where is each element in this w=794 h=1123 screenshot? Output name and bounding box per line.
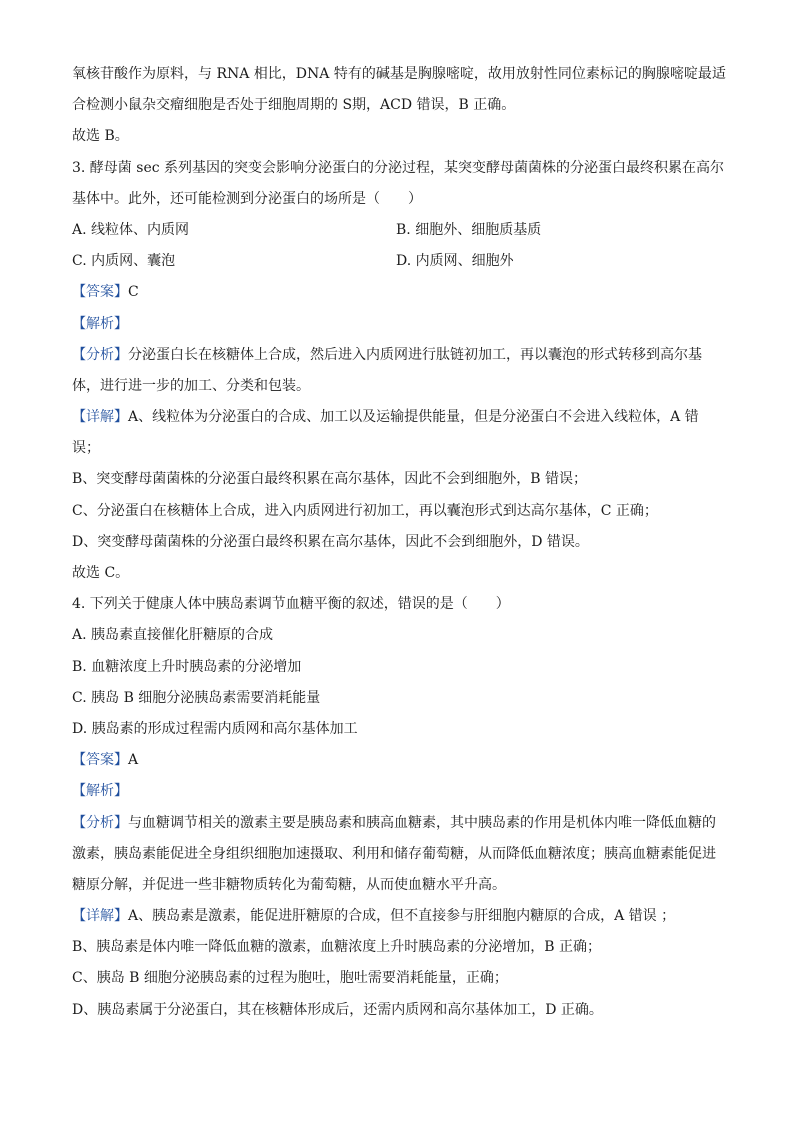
q4-detail-tag: 【详解】 [72, 908, 128, 925]
q3-answer-tag: 【答案】 [72, 284, 128, 301]
q3-stem-line-2: 基体中。此外，还可能检测到分泌蛋白的场所是（ ） [72, 190, 422, 207]
q3-conclusion: 故选 C。 [72, 565, 130, 581]
q4-fenxi-text-1: 与血糖调节相关的激素主要是胰岛素和胰高血糖素，其中胰岛素的作用是机体内唯一降低血糖的 [128, 814, 716, 831]
q4-fenxi-tag: 【分析】 [72, 814, 128, 831]
q2-conclusion: 故选 B。 [72, 128, 129, 145]
q3-detail-d: D、突变酵母菌菌株的分泌蛋白最终积累在高尔基体，因此不会到细胞外，D 错误。 [72, 533, 589, 550]
q3-fenxi-line-1 [72, 345, 724, 365]
q4-option-d: D. 胰岛素的形成过程需内质网和高尔基体加工 [72, 720, 358, 737]
q3-option-b: B. 细胞外、细胞质基质 [396, 221, 542, 238]
q4-option-c: C. 胰岛 B 细胞分泌胰岛素需要消耗能量 [72, 689, 321, 706]
q4-fenxi-line-1 [72, 813, 724, 833]
q2-explanation-line-2: 合检测小鼠杂交瘤细胞是否处于细胞周期的 S期，ACD 错误，B 正确。 [72, 97, 516, 114]
q3-fenxi-text-1: 分泌蛋白长在核糖体上合成，然后进入内质网进行肽链初加工，再以囊泡的形式转移到高尔基 [128, 346, 702, 363]
q3-answer [72, 282, 724, 302]
q4-answer-tag: 【答案】 [72, 752, 128, 769]
q4-detail-text-a: A、胰岛素是激素，能促进肝糖原的合成，但不直接参与肝细胞内糖原的合成，A 错误 ； [128, 908, 676, 925]
q3-detail-text-1: A、线粒体为分泌蛋白的合成、加工以及运输提供能量，但是分泌蛋白不会进入线粒体，A 错 [128, 409, 699, 426]
q2-explanation-line-1: 氧核苷酸作为原料，与 RNA 相比，DNA 特有的碱基是胸腺嘧啶，故用放射性同位素标记的胸腺嘧啶最适 [72, 66, 726, 82]
q3-analysis-heading [72, 314, 724, 334]
q3-analysis-tag: 【解析】 [72, 315, 128, 332]
q4-answer [72, 750, 724, 770]
q3-detail-b: B、突变酵母菌菌株的分泌蛋白最终积累在高尔基体，因此不会到细胞外，B 错误； [72, 471, 588, 488]
q3-detail-line-2: 误； [72, 440, 100, 457]
q3-answer-value: C [128, 284, 139, 301]
document-page [72, 64, 724, 1031]
q4-detail-c: C、胰岛 B 细胞分泌胰岛素的过程为胞吐，胞吐需要消耗能量，正确； [72, 970, 508, 987]
q3-fenxi-tag: 【分析】 [72, 346, 128, 363]
q3-option-c: C. 内质网、囊泡 [72, 253, 176, 270]
q3-options-row-1 [72, 220, 724, 240]
q3-detail-c: C、分泌蛋白在核糖体上合成，进入内质网进行初加工，再以囊泡形式到达高尔基体，C 正确； [72, 502, 658, 519]
q4-detail-a [72, 906, 724, 926]
q4-stem: 4. 下列关于健康人体中胰岛素调节血糖平衡的叙述，错误的是（ ） [72, 596, 510, 613]
q3-fenxi-line-2: 体，进行进一步的加工、分类和包装。 [72, 377, 310, 394]
q4-option-b: B. 血糖浓度上升时胰岛素的分泌增加 [72, 658, 302, 675]
q3-option-a: A. 线粒体、内质网 [72, 221, 190, 238]
q3-option-d: D. 内质网、细胞外 [396, 253, 514, 270]
q3-stem-line-1: 3. 酵母菌 sec 系列基因的突变会影响分泌蛋白的分泌过程，某突变酵母菌菌株的分泌蛋白最终积累在高尔 [72, 159, 725, 176]
q4-answer-value: A [128, 752, 139, 769]
q4-analysis-heading [72, 781, 724, 801]
q3-detail-line-1 [72, 407, 724, 427]
q4-fenxi-line-3: 糖原分解，并促进一些非糖物质转化为葡萄糖，从而使血糖水平升高。 [72, 876, 506, 893]
q4-detail-d: D、胰岛素属于分泌蛋白，其在核糖体形成后，还需内质网和高尔基体加工，D 正确。 [72, 1001, 603, 1018]
q4-analysis-tag: 【解析】 [72, 783, 128, 800]
q4-option-a: A. 胰岛素直接催化肝糖原的合成 [72, 627, 274, 644]
q4-fenxi-line-2: 激素，胰岛素能促进全身组织细胞加速摄取、利用和储存葡萄糖，从而降低血糖浓度；胰高血糖素能促进 [72, 845, 716, 862]
q3-detail-tag: 【详解】 [72, 409, 128, 426]
q3-options-row-2 [72, 251, 724, 271]
q4-detail-b: B、胰岛素是体内唯一降低血糖的激素，血糖浓度上升时胰岛素的分泌增加，B 正确； [72, 939, 602, 956]
